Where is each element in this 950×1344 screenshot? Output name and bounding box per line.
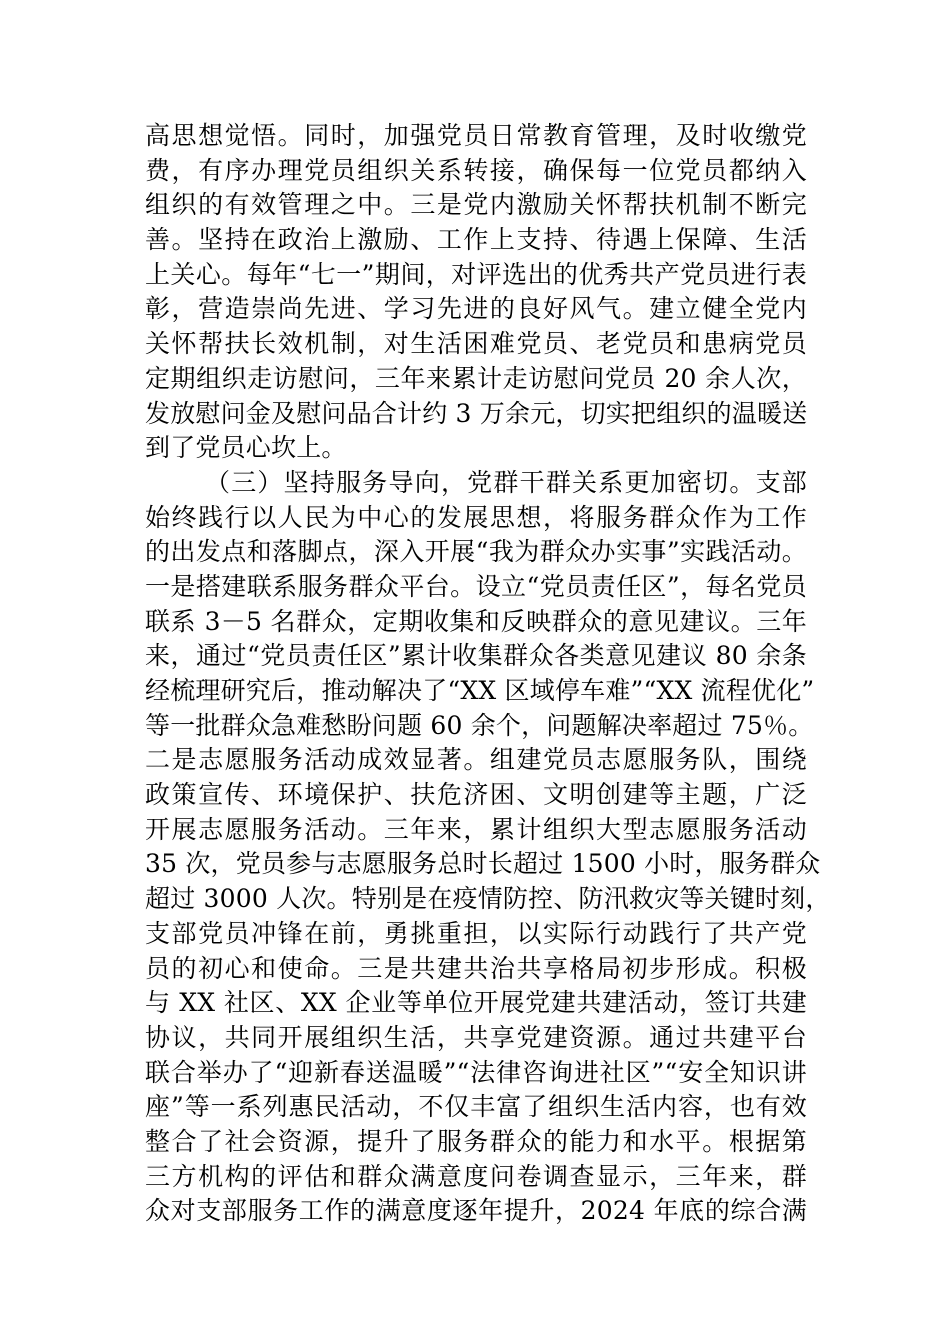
text-line: 彰，营造崇尚先进、学习先进的良好风气。建立健全党内: [145, 294, 807, 324]
text-line: 组织的有效管理之中。三是党内激励关怀帮扶机制不断完: [145, 190, 807, 220]
text-line: 众对支部服务工作的满意度逐年提升，2024 年底的综合满: [145, 1196, 807, 1226]
text-line: 的出发点和落脚点，深入开展“我为群众办实事”实践活动。: [145, 537, 807, 567]
text-line: 始终践行以人民为中心的发展思想，将服务群众作为工作: [145, 502, 807, 532]
text-line: 二是志愿服务活动成效显著。组建党员志愿服务队，围绕: [145, 745, 807, 775]
text-line: 发放慰问金及慰问品合计约 3 万余元，切实把组织的温暖送: [145, 398, 808, 428]
text-line: 经梳理研究后，推动解决了“XX 区域停车难”“XX 流程优化”: [145, 676, 815, 705]
text-line: 联系 3－5 名群众，定期收集和反映群众的意见建议。三年: [145, 606, 807, 636]
text-line: 35 次，党员参与志愿服务总时长超过 1500 小时，服务群众: [145, 849, 821, 879]
text-line: 定期组织走访慰问，三年来累计走访慰问党员 20 余人次，: [145, 363, 807, 393]
text-line: 座”等一系列惠民活动，不仅丰富了组织生活内容，也有效: [145, 1092, 807, 1122]
text-line: 三方机构的评估和群众满意度问卷调查显示，三年来，群: [145, 1161, 807, 1191]
text-line: 与 XX 社区、XX 企业等单位开展党建共建活动，签订共建: [145, 988, 807, 1018]
text-line: 员的初心和使命。三是共建共治共享格局初步形成。积极: [145, 953, 807, 983]
text-line: 协议，共同开展组织生活，共享党建资源。通过共建平台: [145, 1022, 807, 1052]
text-line: 善。坚持在政治上激励、工作上支持、待遇上保障、生活: [145, 225, 807, 255]
text-line: 上关心。每年“七一”期间，对评选出的优秀共产党员进行表: [145, 259, 807, 289]
text-line: 开展志愿服务活动。三年来，累计组织大型志愿服务活动: [145, 814, 807, 844]
text-line: 费，有序办理党员组织关系转接，确保每一位党员都纳入: [145, 155, 807, 185]
text-line: 政策宣传、环境保护、扶危济困、文明创建等主题，广泛: [145, 780, 807, 810]
text-line: 等一批群众急难愁盼问题 60 余个，问题解决率超过 75％。: [145, 710, 814, 740]
section-heading-line: （三）坚持服务导向，党群干群关系更加密切。支部: [205, 467, 807, 497]
text-line: 联合举办了“迎新春送温暖”“法律咨询进社区”“安全知识讲: [145, 1057, 807, 1087]
text-line: 支部党员冲锋在前，勇挑重担，以实际行动践行了共产党: [145, 918, 807, 948]
text-line: 超过 3000 人次。特别是在疫情防控、防汛救灾等关键时刻，: [145, 884, 831, 914]
text-line: 整合了社会资源，提升了服务群众的能力和水平。根据第: [145, 1126, 807, 1156]
document-page: [145, 119, 831, 1229]
text-line: 到了党员心坎上。: [145, 433, 347, 463]
text-line: 一是搭建联系服务群众平台。设立“党员责任区”，每名党员: [145, 571, 807, 601]
text-line: 来，通过“党员责任区”累计收集群众各类意见建议 80 余条: [145, 641, 807, 671]
text-line: 关怀帮扶长效机制，对生活困难党员、老党员和患病党员: [145, 329, 807, 359]
text-line: 高思想觉悟。同时，加强党员日常教育管理，及时收缴党: [145, 121, 807, 150]
